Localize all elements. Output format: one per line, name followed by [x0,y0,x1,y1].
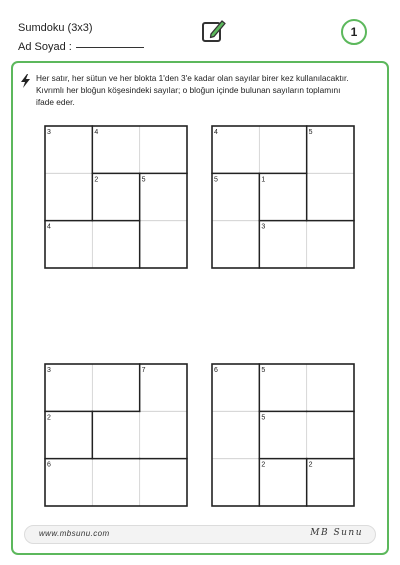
cage-sum-label: 3 [47,367,51,374]
puzzle-cell[interactable] [45,411,92,458]
name-label: Ad Soyad : [18,41,72,53]
instructions-line-2: Kıvrımlı her bloğun köşesindeki sayılar; o bloğun içinde bulunan sayıların toplamını [36,85,341,96]
cage-sum-label: 4 [94,129,99,136]
cage-sum-label: 6 [214,367,218,374]
pencil-notepad-icon [200,18,226,44]
puzzle-cell[interactable] [307,126,354,173]
lightning-bolt-icon [20,74,31,88]
instructions-line-3: ifade eder. [36,97,75,108]
puzzle-cell[interactable] [307,221,354,268]
puzzle-cell[interactable] [140,459,187,506]
puzzle-cell[interactable] [307,173,354,220]
puzzle-cell[interactable] [307,364,354,411]
puzzle-cell[interactable] [212,126,259,173]
cage-sum-label: 4 [214,129,218,136]
puzzle-cell[interactable] [259,221,306,268]
puzzle-cell[interactable] [45,221,92,268]
instructions-line-1: Her satır, her sütun ve her blokta 1'den 3'e kadar olan sayılar birer kez kullanılacaktır. [36,73,349,83]
puzzle-cell[interactable] [92,411,139,458]
puzzle-cell[interactable] [92,173,139,220]
cage-sum-label: 5 [261,367,266,374]
page-number-badge: 1 [341,19,367,45]
cage-sum-label: 3 [47,129,51,136]
instructions-text [36,72,386,109]
footer-bar [24,525,376,544]
cage-sum-label: 2 [308,461,313,469]
footer-brand-logo: MB Sunu [310,528,363,538]
puzzle-3 [45,364,187,506]
puzzle-cell[interactable] [92,459,139,506]
cage-sum-label: 5 [308,129,313,136]
puzzle-cell[interactable] [212,364,259,411]
puzzle-cell[interactable] [140,364,187,411]
cage-sum-label: 7 [141,367,146,374]
puzzle-cell[interactable] [259,173,306,220]
puzzle-cell[interactable] [307,459,354,506]
cage-sum-label: 5 [214,176,218,184]
puzzle-2 [212,126,354,268]
puzzle-cell[interactable] [212,221,259,268]
puzzle-cell[interactable] [259,364,306,411]
puzzle-cell[interactable] [140,411,187,458]
worksheet-title: Sumdoku (3x3) [18,22,93,34]
puzzle-1 [45,126,187,268]
footer-website: www.mbsunu.com [39,529,110,538]
name-field-line[interactable] [76,47,144,48]
puzzle-cell[interactable] [212,411,259,458]
puzzle-cell[interactable] [92,126,139,173]
cage-sum-label: 5 [141,176,146,184]
puzzle-cell[interactable] [92,221,139,268]
puzzle-cell[interactable] [45,459,92,506]
cage-sum-label: 1 [261,176,266,184]
puzzle-cell[interactable] [140,126,187,173]
cage-sum-label: 2 [261,461,266,469]
puzzle-cell[interactable] [212,173,259,220]
puzzle-cell[interactable] [45,364,92,411]
puzzle-cell[interactable] [259,459,306,506]
puzzle-cell[interactable] [92,364,139,411]
puzzle-cell[interactable] [259,126,306,173]
cage-sum-label: 3 [261,223,266,231]
puzzle-cell[interactable] [259,411,306,458]
cage-sum-label: 6 [47,461,51,469]
cage-sum-label: 2 [94,176,99,184]
puzzle-cell[interactable] [45,126,92,173]
cage-sum-label: 2 [47,414,51,422]
puzzle-cell[interactable] [45,173,92,220]
puzzle-4 [212,364,354,506]
puzzle-cell[interactable] [307,411,354,458]
puzzle-cell[interactable] [212,459,259,506]
cage-sum-label: 5 [261,414,266,422]
puzzle-cell[interactable] [140,173,187,220]
puzzle-cell[interactable] [140,221,187,268]
cage-sum-label: 4 [47,223,51,231]
